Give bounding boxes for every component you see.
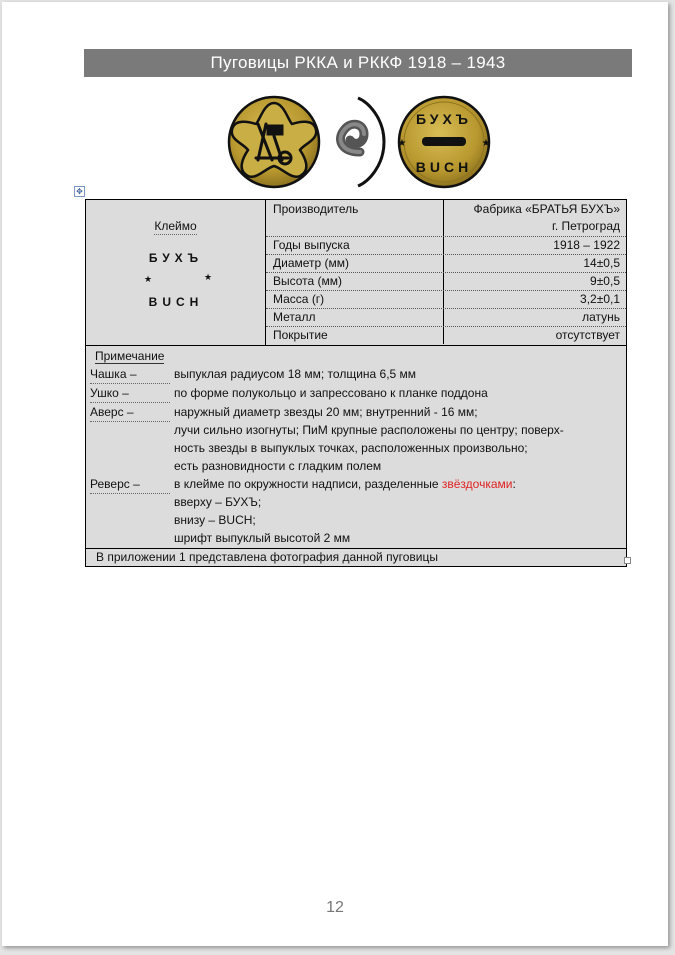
- spec-row-height: Высота (мм) 9±0,5: [266, 273, 626, 291]
- svg-text:BUCH: BUCH: [415, 159, 473, 175]
- spec-row-coating: Покрытие отсутствует: [266, 327, 626, 344]
- note-shank: Ушко – по форме полукольцо и запрессовано к планке поддона: [86, 384, 626, 403]
- star-mark-icon: ★: [143, 274, 153, 284]
- document-page: [2, 2, 668, 946]
- button-spec-table: [85, 199, 627, 567]
- spec-row-diameter: Диаметр (мм) 14±0,5: [266, 255, 626, 273]
- svg-text:БУХЪ: БУХЪ: [148, 251, 204, 265]
- highlighted-word: звёздочками: [441, 477, 513, 491]
- svg-text:BUCH: BUCH: [148, 295, 204, 309]
- obverse-image: [229, 97, 319, 187]
- page-title: Пуговицы РККА и РККФ 1918 – 1943: [84, 49, 632, 77]
- spec-row-metal: Металл латунь: [266, 309, 626, 327]
- page-number: 12: [326, 899, 344, 916]
- table-move-handle-icon[interactable]: ✥: [74, 186, 85, 197]
- notes-section: [86, 346, 626, 549]
- spec-row-manufacturer: Производитель Фабрика «БРАТЬЯ БУХЪ» г. Петроград: [266, 200, 626, 237]
- spec-row-years: Годы выпуска 1918 – 1922: [266, 237, 626, 255]
- note-obverse: Аверс – наружный диаметр звезды 20 мм; внутренний - 16 мм; лучи сильно изогнуты; ПиМ крупные расположены по центру; поверх- ность звезды в выпуклых точках, расположенных произвольно; есть разновидности с гладким полем: [90, 405, 564, 473]
- svg-text:БУХЪ: БУХЪ: [416, 111, 472, 127]
- reverse-image: [398, 97, 491, 187]
- spec-list: [266, 200, 626, 345]
- appendix-note: В приложении 1 представлена фотография данной пуговицы: [96, 550, 438, 564]
- stamp-cell: [86, 200, 266, 345]
- stamp-drawing: [136, 244, 216, 314]
- stamp-label: Клеймо: [154, 219, 197, 233]
- star-mark-icon: ★: [481, 138, 491, 149]
- note-reverse: Реверс – в клейме по окружности надписи, разделенные звёздочками: вверху – БУХЪ; внизу – BUCH; шрифт выпуклый высотой 2 мм: [90, 477, 516, 545]
- star-mark-icon: ★: [397, 138, 407, 149]
- shank-bar-icon: [422, 137, 466, 146]
- table-resize-handle[interactable]: [624, 557, 631, 564]
- spec-row-mass: Масса (г) 3,2±0,1: [266, 291, 626, 309]
- notes-heading: Примечание: [95, 349, 165, 363]
- profile-image: [341, 98, 384, 186]
- button-images: [2, 2, 668, 202]
- note-cup: Чашка – выпуклая радиусом 18 мм; толщина 6,5 мм: [86, 365, 626, 384]
- star-mark-icon: ★: [203, 272, 213, 282]
